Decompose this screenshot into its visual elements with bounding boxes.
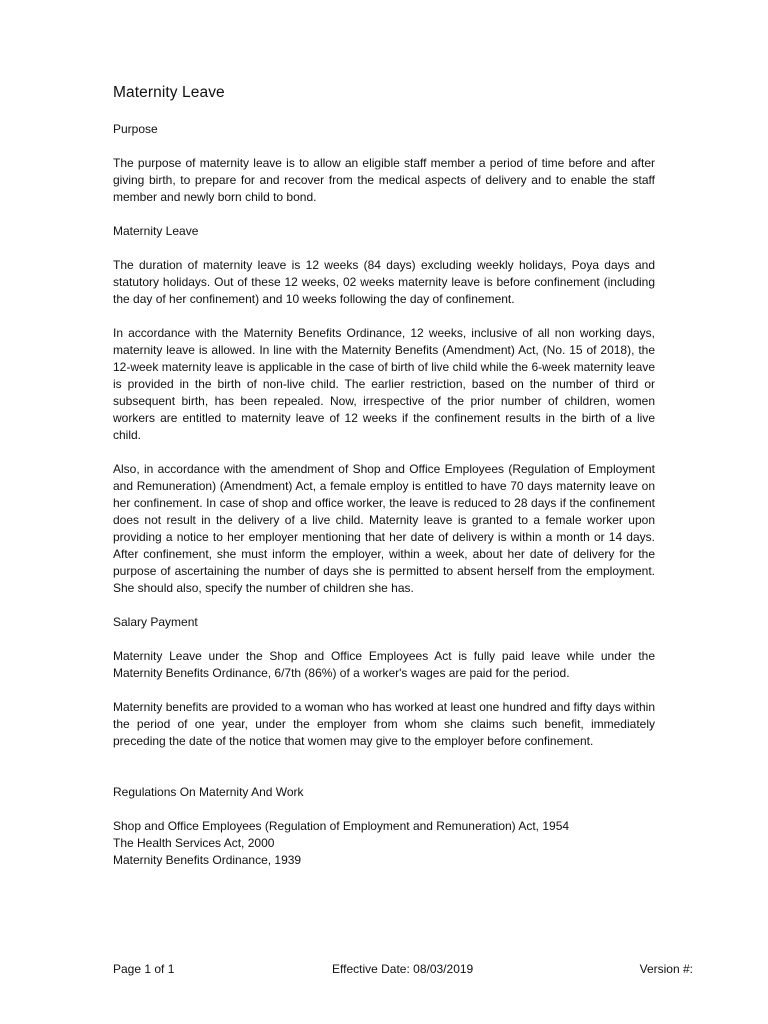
purpose-paragraph: The purpose of maternity leave is to allow an eligible staff member a period of time before and after giving birth, to prepare for and recover from the medical aspects of delivery and to enable the staff member and newly born child to bond. [113, 156, 655, 204]
document-body [113, 84, 655, 869]
salary-payment-heading: Salary Payment [113, 615, 198, 629]
regulation-item: Shop and Office Employees (Regulation of Employment and Remuneration) Act, 1954 [113, 819, 570, 833]
maternity-leave-heading: Maternity Leave [113, 224, 199, 238]
regulations-heading: Regulations On Maternity And Work [113, 785, 304, 799]
maternity-leave-paragraph-3: Also, in accordance with the amendment of Shop and Office Employees (Regulation of Employment and Remuneration) (Amendment) Act, a female employ is entitled to have 70 days maternity leave on her confinement. In case of shop and office worker, the leave is reduced to 28 days if the confinement does not result in the delivery of a live child. Maternity leave is granted to a female worker upon providing a notice to her employer mentioning that her date of delivery is within a month or 14 days. After confinement, she must inform the employer, within a week, about her date of delivery for the purpose of ascertaining the number of days she is permitted to absent herself from the employment. She should also, specify the number of children she has. [113, 462, 655, 595]
version-label: Version #: [639, 962, 693, 976]
effective-date: Effective Date: 08/03/2019 [332, 962, 474, 976]
regulations-list [113, 818, 655, 869]
salary-payment-paragraph-2: Maternity benefits are provided to a woman who has worked at least one hundred and fifty days within the period of one year, under the employer from whom she claims such benefit, immediately preceding the date of the notice that women may give to the employer before confinement. [113, 700, 655, 748]
document-title: Maternity Leave [113, 84, 225, 101]
maternity-leave-paragraph-1: The duration of maternity leave is 12 weeks (84 days) excluding weekly holidays, Poya days and statutory holidays. Out of these 12 weeks, 02 weeks maternity leave is before confinement (including the day of her confinement) and 10 weeks following the day of confinement. [113, 258, 655, 306]
regulation-item: The Health Services Act, 2000 [113, 836, 275, 850]
maternity-leave-paragraph-2: In accordance with the Maternity Benefits Ordinance, 12 weeks, inclusive of all non working days, maternity leave is allowed. In line with the Maternity Benefits (Amendment) Act, (No. 15 of 2018), the 12-week maternity leave is applicable in the case of birth of live child while the 6-week maternity leave is provided in the birth of non-live child. The earlier restriction, based on the number of third or subsequent birth, has been repealed. Now, irrespective of the prior number of children, women workers are entitled to maternity leave of 12 weeks if the confinement results in the birth of a live child. [113, 326, 655, 442]
salary-payment-paragraph-1: Maternity Leave under the Shop and Office Employees Act is fully paid leave while under the Maternity Benefits Ordinance, 6/7th (86%) of a worker's wages are paid for the period. [113, 649, 655, 680]
regulation-item: Maternity Benefits Ordinance, 1939 [113, 853, 302, 867]
purpose-heading: Purpose [113, 122, 158, 136]
spacer [113, 767, 655, 784]
page-number: Page 1 of 1 [113, 962, 175, 976]
